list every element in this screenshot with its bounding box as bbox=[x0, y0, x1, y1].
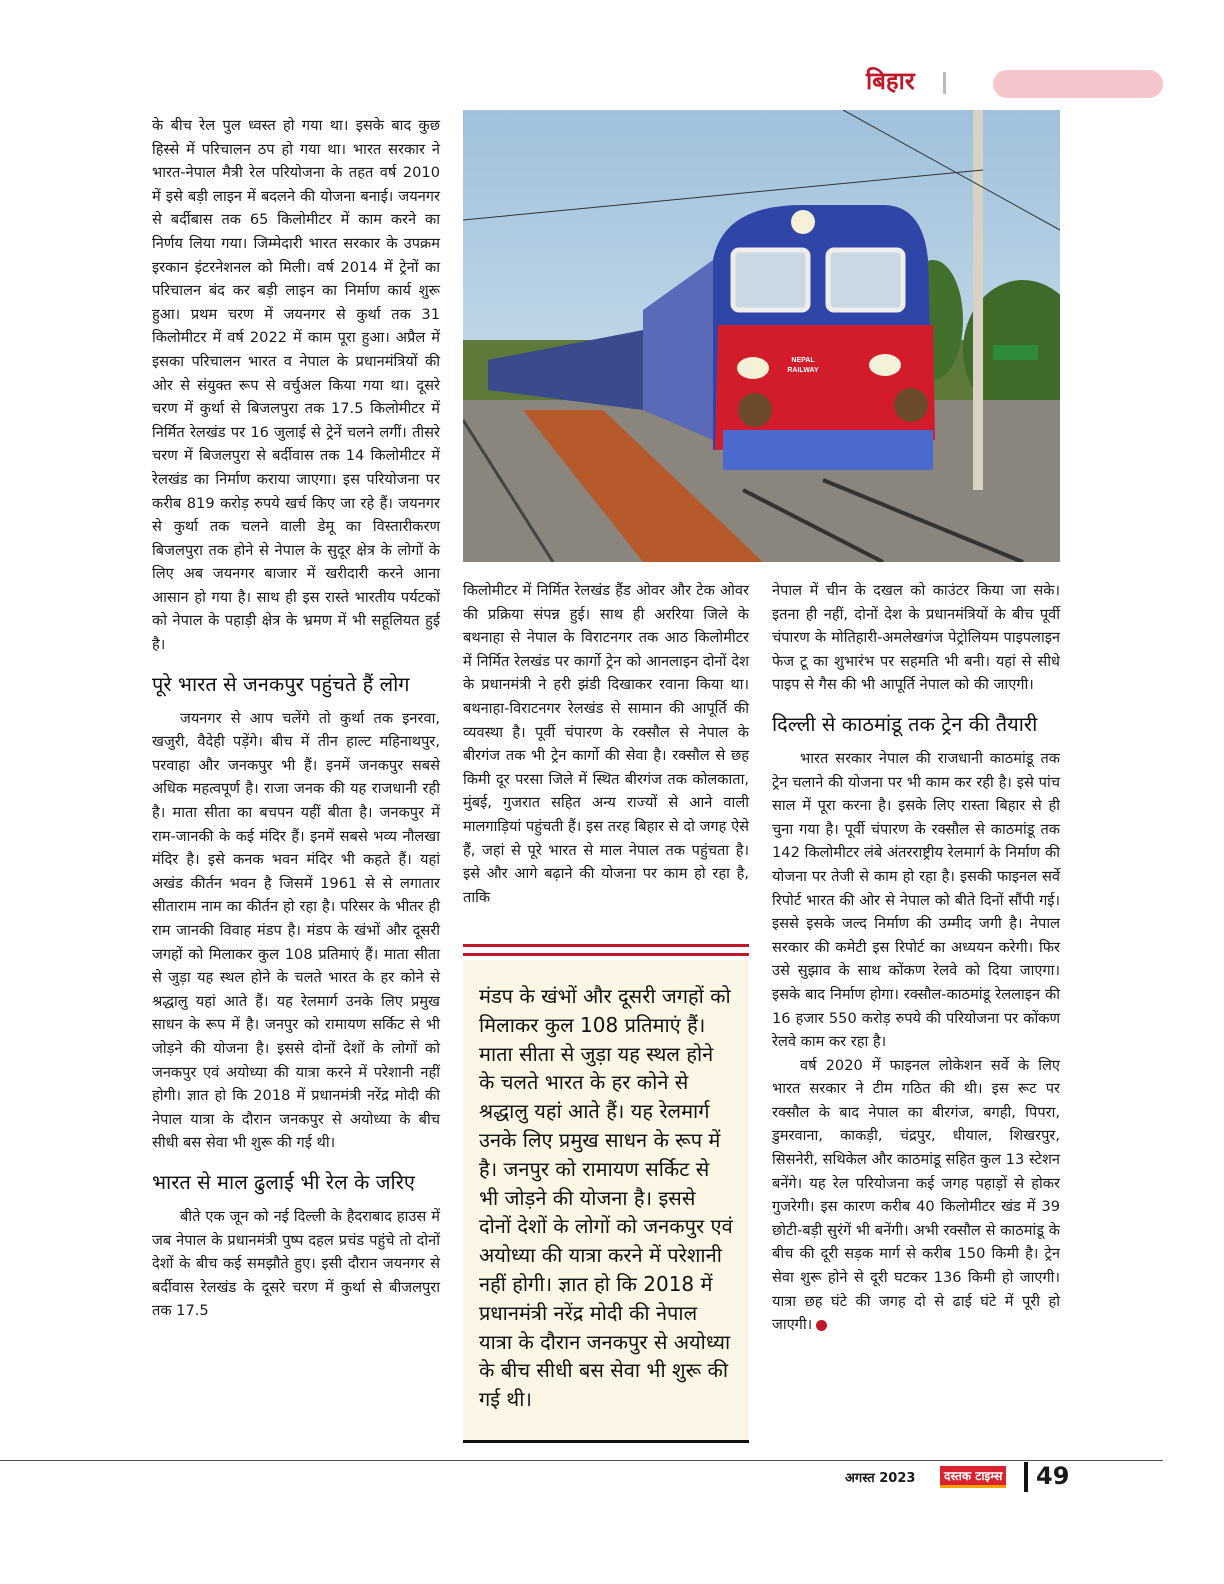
pullquote-divider bbox=[463, 944, 749, 956]
page-number: 49 bbox=[1036, 1462, 1070, 1490]
header-decoration bbox=[993, 70, 1163, 98]
train-label: RAILWAY bbox=[787, 367, 819, 374]
paragraph: नेपाल में चीन के दखल को काउंटर किया जा सके। इतना ही नहीं, दोनों देश के प्रधानमंत्रियों के बीच पूर्वी चंपारण के मोतिहारी-अमलेखगंज पेट्रोलियम पाइपलाइन फेज टू का शुभारंभ पर सहमति भी बनी। यहां से सीधे पाइप से गैस की भी आपूर्ति नेपाल को की जाएगी। bbox=[772, 582, 1060, 694]
section-tag: बिहार bbox=[866, 67, 915, 95]
pullquote-bottom-rule bbox=[463, 1440, 749, 1443]
paragraph-text: वर्ष 2020 में फाइनल लोकेशन सर्वे के लिए भारत सरकार ने टीम गठित की थी। इस रूट पर रक्सौल के बाद नेपाल का बीरगंज, बगही, पिपरा, डुमरवाना, काकड़ी, चंद्रपुर, धीयाल, शिखरपुर, सिसनेरी, सथिकेल और काठमांडू सहित कुल 13 स्टेशन बनेंगे। यह रेल परियोजना कई जगह पहाड़ों से होकर गुजरेगी। इस कारण करीब 40 किलोमीटर खंड में 39 छोटी-बड़ी सुरंगें भी बनेंगी। अभी रक्सौल से काठमांडू के बीच की दूरी सड़क मार्ग से करीब 150 किमी है। ट्रेन सेवा शुरू होने से दूरी घटकर 136 किमी हो जाएगी। यात्रा छह घंटे की जगह दो से ढाई घंटे में पूरी हो जाएगी। bbox=[772, 1056, 1060, 1334]
footer-separator bbox=[1024, 1462, 1028, 1492]
paragraph: किलोमीटर में निर्मित रेलखंड हैंड ओवर और टेक ओवर की प्रक्रिया संपन्न हुई। साथ ही अररिया जिले के बथनाहा से नेपाल के विराटनगर तक आठ किलोमीटर में निर्मित रेलखंड पर कार्गो ट्रेन को आनलाइन दोनों देश के प्रधानमंत्री ने हरी झंडी दिखाकर रवाना किया था। बथनाहा-विराटनगर रेलखंड से सामान की आपूर्ति की व्यवस्था है। पूर्वी चंपारण के रक्सौल से नेपाल के बीरगंज तक भी ट्रेन कार्गो की सेवा है। रक्सौल से छह किमी दूर परसा जिले में स्थित बीरगंज तक कोलकाता, मुंबई, गुजरात सहित अन्य राज्यों से आने वाली मालगाड़ियां पहुंचती हैं। इस तरह बिहार से दो जगह ऐसे हैं, जहां से पूरे भारत से माल नेपाल तक पहुंचता है। इसे और आगे बढ़ाने की योजना पर काम हो रहा है, ताकि bbox=[463, 582, 749, 906]
paragraph: भारत सरकार नेपाल की राजधानी काठमांडू तक ट्रेन चलाने की योजना पर भी काम कर रही है। इसे पांच साल में पूरा करना है। इसके लिए रास्ता बिहार से ही चुना गया है। पूर्वी चंपारण के रक्सौल से काठमांडू तक 142 किलोमीटर लंबे अंतरराष्ट्रीय रेलमार्ग के निर्माण की योजना पर तेजी से काम हो रहा है। इसकी फाइनल सर्वे रिपोर्ट भारत की ओर से नेपाल को बीते दिनों सौंपी गई। इससे इसके जल्द निर्माण की उम्मीद जगी है। नेपाल सरकार की कमेटी इस रिपोर्ट का अध्ययन करेगी। फिर उसे सुझाव के साथ कोंकण रेलवे को दिया जाएगा। इसके बाद निर्माण होगा। रक्सौल-काठमांडू रेललाइन की 16 हजार 550 करोड़ रुपये की परियोजना पर कोंकण रेलवे काम कर रहा है। bbox=[772, 749, 1060, 1051]
column-2 bbox=[463, 579, 749, 909]
pullquote bbox=[463, 960, 749, 1440]
train-photo bbox=[463, 110, 1060, 562]
column-3 bbox=[772, 579, 1060, 1337]
subheading: पूरे भारत से जनकपुर पहुंचते हैं लोग bbox=[152, 671, 410, 696]
magazine-logo: दस्तक टाइम्स bbox=[940, 1466, 1006, 1488]
end-mark-icon bbox=[816, 1320, 827, 1331]
subheading: दिल्ली से काठमांडू तक ट्रेन की तैयारी bbox=[772, 711, 1038, 736]
paragraph: बीते एक जून को नई दिल्ली के हैदराबाद हाउस में जब नेपाल के प्रधानमंत्री पुष्प दहल प्रचंड पहुंचे तो दोनों देशों के बीच कई समझौते हुए। इसी दौरान जयनगर से बर्दीवास रेलखंड के दूसरे चरण में कुर्था से बीजलपुरा तक 17.5 bbox=[152, 1207, 440, 1320]
subheading: भारत से माल ढुलाई भी रेल के जरिए bbox=[152, 1169, 415, 1194]
pullquote-text: मंडप के खंभों और दूसरी जगहों को मिलाकर कुल 108 प्रतिमाएं हैं। माता सीता से जुड़ा यह स्थल होने के चलते भारत के हर कोने से श्रद्धालु यहां आते हैं। यह रेलमार्ग उनके लिए प्रमुख साधन के रूप में है। जनपुर को रामायण सर्किट से भी जोड़ने की योजना है। इससे दोनों देशों के लोगों को जनकपुर एवं अयोध्या की यात्रा करने में परेशानी नहीं होगी। ज्ञात हो कि 2018 में प्रधानमंत्री नरेंद्र मोदी की नेपाल यात्रा के दौरान जनकपुर से अयोध्या के बीच सीधी बस सेवा भी शुरू की गई थी। bbox=[479, 984, 733, 1412]
issue-date: अगस्त 2023 bbox=[845, 1471, 916, 1486]
paragraph: जयनगर से आप चलेंगे तो कुर्था तक इनरवा, खजुरी, वैदेही पड़ेंगे। बीच में तीन हाल्ट महिनाथपुर, परवाहा और जनकपुर भी हैं। इनमें जनकपुर सबसे अधिक महत्वपूर्ण है। राजा जनक की यह राजधानी रही है। माता सीता का बचपन यहीं बीता है। जनकपुर में राम-जानकी के कई मंदिर हैं। इनमें सबसे भव्य नौलखा मंदिर है। इसे कनक भवन मंदिर भी कहते हैं। यहां अखंड कीर्तन भवन है जिसमें 1961 से से लगातार सीताराम नाम का कीर्तन हो रहा है। परिसर के भीतर ही राम जानकी विवाह मंडप है। मंडप के खंभों और दूसरी जगहों को मिलाकर कुल 108 प्रतिमाएं हैं। माता सीता से जुड़ा यह स्थल होने के चलते भारत के हर कोने से श्रद्धालु यहां आते हैं। यह रेलमार्ग उनके लिए प्रमुख साधन के रूप में है। जनपुर को रामायण सर्किट से भी जोड़ने की योजना है। इससे दोनों देशों के लोगों को जनकपुर एवं अयोध्या की यात्रा करने में परेशानी नहीं होगी। ज्ञात हो कि 2018 में प्रधानमंत्री नरेंद्र मोदी की नेपाल यात्रा के दौरान जनकपुर से अयोध्या के बीच सीधी बस सेवा भी शुरू की गई थी। bbox=[152, 709, 440, 1152]
footer-rule bbox=[0, 1460, 1163, 1461]
column-1 bbox=[152, 114, 440, 1323]
tag-divider bbox=[943, 72, 946, 94]
paragraph: के बीच रेल पुल ध्वस्त हो गया था। इसके बाद कुछ हिस्से में परिचालन ठप हो गया था। भारत सरकार ने भारत-नेपाल मैत्री रेल परियोजना के तहत वर्ष 2010 में इसे बड़ी लाइन में बदलने की योजना बनाई। जयनगर से बर्दीबास तक 65 किलोमीटर में काम करने का निर्णय लिया गया। जिम्मेदारी भारत सरकार के उपक्रम इरकान इंटरनेशनल को मिली। वर्ष 2014 में ट्रेनों का परिचालन बंद कर बड़ी लाइन का निर्माण कार्य शुरू हुआ। प्रथम चरण में जयनगर से कुर्था तक 31 किलोमीटर में वर्ष 2022 में काम पूरा हुआ। अप्रैल में इसका परिचालन भारत व नेपाल के प्रधानमंत्रियों की ओर से संयुक्त रूप से वर्चुअल किया गया था। दूसरे चरण में कुर्था से बिजलपुरा तक 17.5 किलोमीटर में निर्मित रेलखंड पर 16 जुलाई से ट्रेनें चलने लगीं। तीसरे चरण में बिजलपुरा से बर्दीवास तक 14 किलोमीटर में रेलखंड का निर्माण कराया जाएगा। इस परियोजना पर करीब 819 करोड़ रुपये खर्च किए जा रहे हैं। जयनगर से कुर्था तक चलने वाली डेमू का विस्तारीकरण बिजलपुरा तक होने से नेपाल के सुदूर क्षेत्र के लोगों के लिए अब जयनगर बाजार में खरीदारी करने आना आसान हो गया है। साथ ही इस रास्ते भारतीय पर्यटकों को नेपाल के पहाड़ी क्षेत्र के भ्रमण में भी सहूलियत हुई है। bbox=[152, 117, 440, 654]
train-label: NEPAL bbox=[791, 357, 815, 364]
paragraph bbox=[772, 1054, 1060, 1337]
